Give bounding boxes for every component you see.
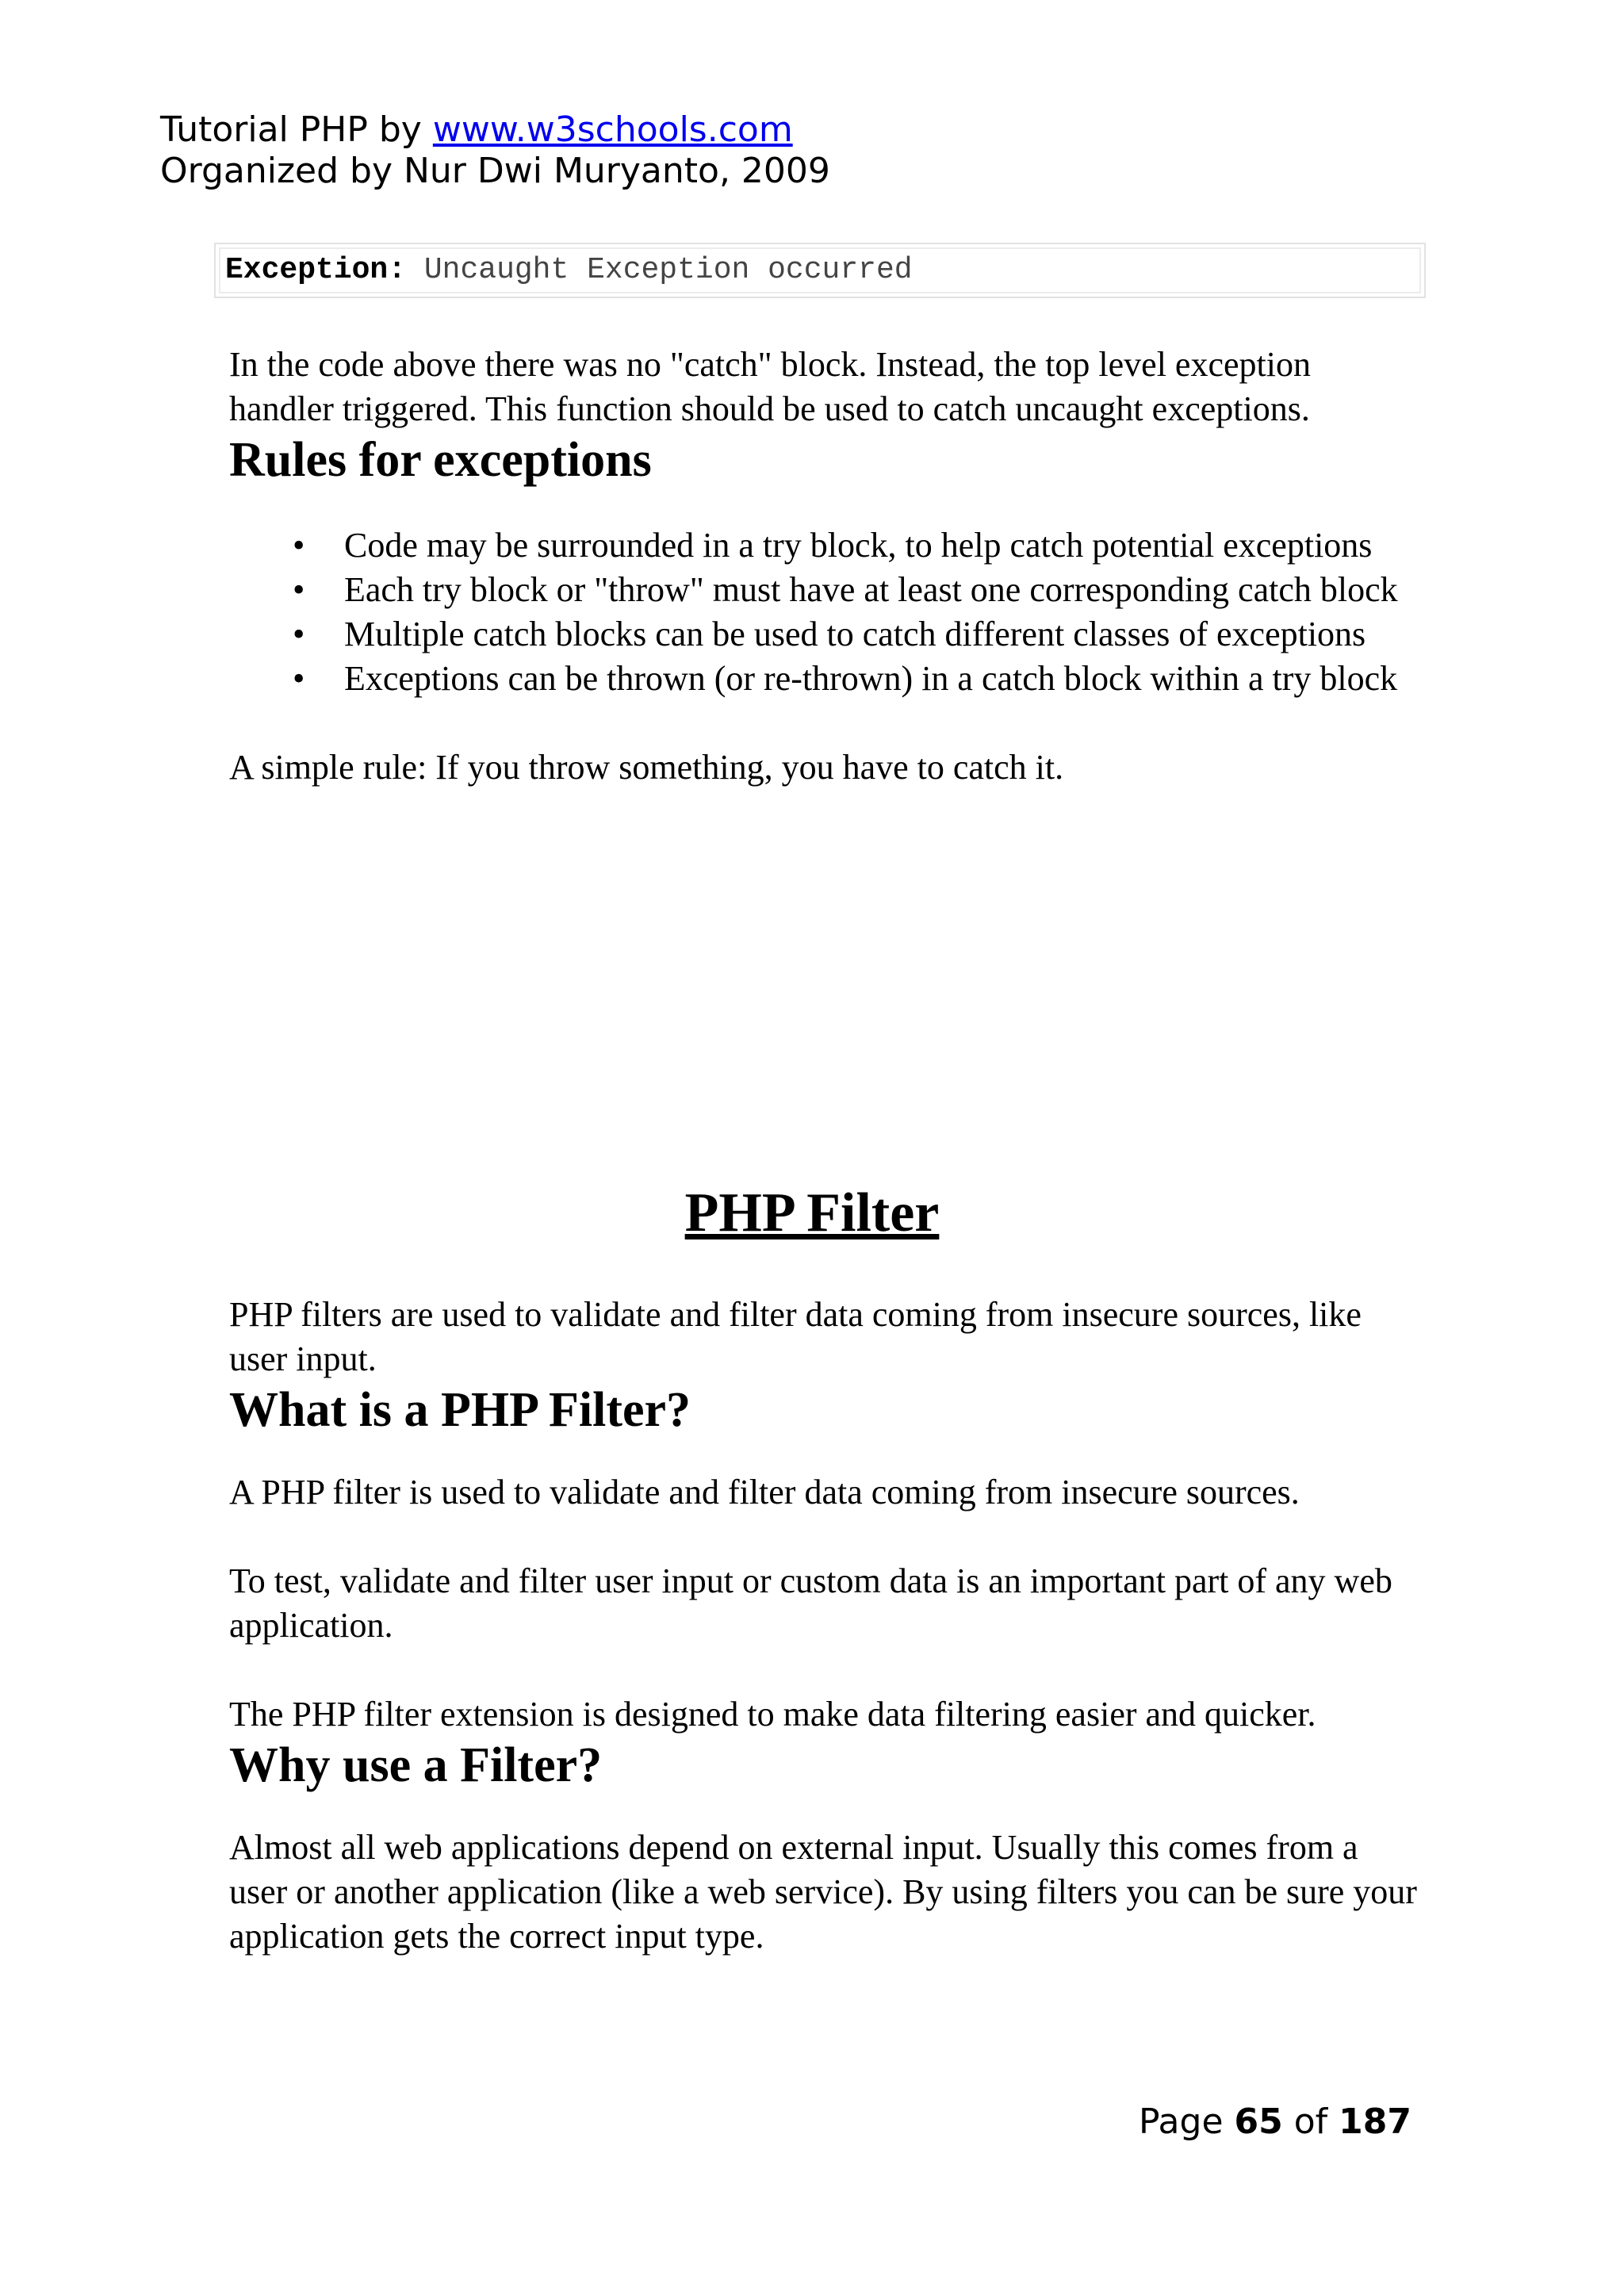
page-word: Page: [1139, 2102, 1235, 2142]
bullet-icon: •: [293, 615, 305, 653]
list-item-text: Exceptions can be thrown (or re-thrown) in a catch block within a try block: [344, 659, 1398, 698]
paragraph-uncaught: In the code above there was no "catch" block. Instead, the top level exception handler triggered. This function should be used to catch uncaught exceptions.: [229, 345, 1311, 428]
code-output-box: [214, 243, 1426, 298]
list-item: [229, 657, 1419, 701]
total-pages-number: 187: [1339, 2102, 1411, 2142]
header-title: Tutorial PHP by: [160, 109, 433, 150]
list-item-text: Each try block or "throw" must have at least one corresponding catch block: [344, 570, 1398, 609]
page-footer: [1139, 2100, 1411, 2144]
page-title: PHP Filter: [684, 1182, 940, 1243]
list-item-text: Multiple catch blocks can be used to catch different classes of exceptions: [344, 615, 1366, 653]
code-output: [219, 247, 1421, 293]
main-content: [229, 343, 1419, 790]
paragraph-filter-intro: PHP filters are used to validate and filter data coming from insecure sources, like user input.: [229, 1295, 1362, 1378]
filter-content: [229, 1293, 1419, 1959]
bullet-icon: •: [293, 526, 305, 565]
paragraph-what-2: To test, validate and filter user input or custom data is an important part of any web application.: [229, 1561, 1392, 1645]
header-line-1: [160, 109, 830, 151]
heading-what-is-filter: What is a PHP Filter?: [229, 1383, 691, 1437]
paragraph-why-1: Almost all web applications depend on external input. Usually this comes from a user or another application (like a web service). By using filters you can be sure your application gets the correct input type.: [229, 1828, 1417, 1956]
code-message: Uncaught Exception occurred: [406, 253, 913, 287]
current-page-number: 65: [1234, 2102, 1283, 2142]
rules-list: [229, 523, 1419, 701]
paragraph-what-3: The PHP filter extension is designed to make data filtering easier and quicker.: [229, 1695, 1316, 1734]
paragraph-what-1: A PHP filter is used to validate and filter data coming from insecure sources.: [229, 1473, 1300, 1511]
list-item: [229, 568, 1419, 612]
list-item: [229, 523, 1419, 568]
bullet-icon: •: [293, 570, 305, 609]
of-word: of: [1282, 2102, 1339, 2142]
bullet-icon: •: [293, 659, 305, 698]
header-line-2: Organized by Nur Dwi Muryanto, 2009: [160, 151, 830, 191]
list-item-text: Code may be surrounded in a try block, to help catch potential exceptions: [344, 526, 1373, 565]
heading-rules: Rules for exceptions: [229, 433, 652, 487]
page-header: [160, 109, 830, 192]
list-item: [229, 612, 1419, 657]
w3schools-link[interactable]: www.w3schools.com: [432, 109, 793, 150]
paragraph-simple-rule: A simple rule: If you throw something, you have to catch it.: [229, 748, 1064, 787]
code-label: Exception:: [225, 253, 407, 287]
heading-why-filter: Why use a Filter?: [229, 1738, 603, 1792]
